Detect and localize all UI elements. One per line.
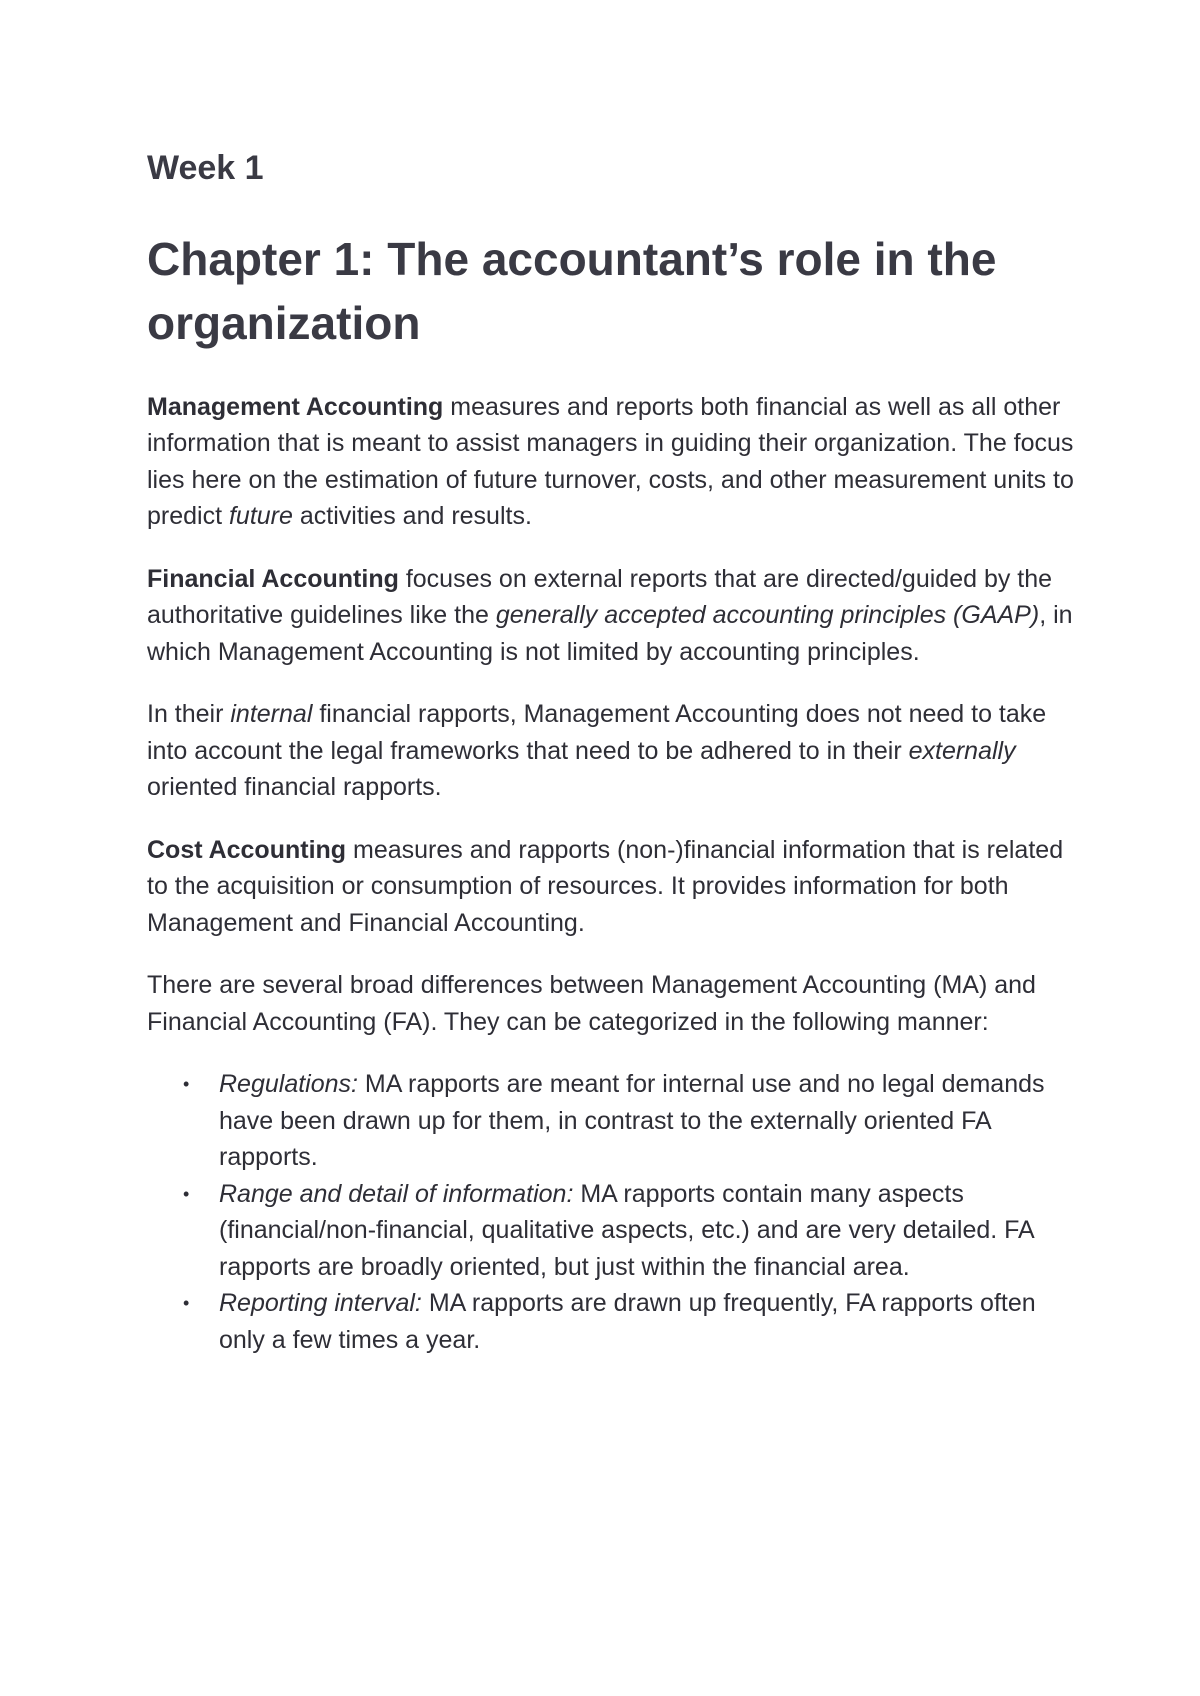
paragraph-text: activities and results. <box>292 502 532 531</box>
paragraph-text: In their <box>147 700 231 729</box>
list-item-text: MA rapports are drawn up frequently, FA rapports often only a few times a year. <box>219 1289 1036 1354</box>
differences-list <box>147 1066 1077 1358</box>
paragraph-text: measures and reports both financial as well as all other information that is meant to assist managers in guiding their organization. The focus lies here on the estimation of future turnover, costs, and other measurement units to predict <box>147 392 1074 531</box>
list-item-text: MA rapports are meant for internal use and no legal demands have been drawn up for them, in contrast to the externally oriented FA rapports. <box>219 1070 1045 1172</box>
list-item-reporting-interval <box>147 1285 1077 1358</box>
emphasis-text: internal <box>230 700 313 729</box>
emphasis-text: future <box>228 502 293 531</box>
bullet-icon: • <box>183 1074 190 1095</box>
paragraph-internal-rapports <box>147 696 1077 806</box>
paragraph-text: , in which Management Accounting is not limited by accounting principles. <box>147 601 1073 666</box>
list-item-text: MA rapports contain many aspects (financial/non-financial, qualitative aspects, etc.) and are very detailed. FA rapports are broadly oriented, but just within the financial area. <box>219 1179 1034 1281</box>
paragraph-text: oriented financial rapports. <box>147 773 442 802</box>
emphasis-text: generally accepted accounting principles (GAAP) <box>495 601 1040 630</box>
list-item-label: Range and detail of information: <box>219 1179 574 1208</box>
paragraph-text: financial rapports, Management Accounting does not need to take into account the legal frameworks that need to be adhered to in their <box>147 700 1047 765</box>
paragraph-financial-accounting <box>147 561 1077 671</box>
emphasis-text: externally <box>908 736 1016 765</box>
bullet-icon: • <box>183 1293 190 1314</box>
term-financial-accounting: Financial Accounting <box>147 564 399 593</box>
chapter-heading: Chapter 1: The accountant’s role in the organization <box>147 232 997 349</box>
paragraph-text: There are several broad differences between Management Accounting (MA) and Financial Accounting (FA). They can be categorized in the following manner: <box>147 971 1036 1036</box>
term-cost-accounting: Cost Accounting <box>147 835 347 864</box>
list-item-regulations <box>147 1066 1077 1176</box>
paragraph-cost-accounting <box>147 832 1077 942</box>
paragraph-differences <box>147 967 1077 1040</box>
document-page <box>147 148 1077 1358</box>
paragraph-text: measures and rapports (non-)financial information that is related to the acquisition or consumption of resources. It provides information for both Management and Financial Accounting. <box>147 835 1064 937</box>
paragraph-management-accounting <box>147 389 1077 535</box>
week-heading: Week 1 <box>147 149 264 187</box>
list-item-label: Regulations: <box>219 1070 358 1099</box>
list-item-label: Reporting interval: <box>219 1289 422 1318</box>
paragraph-text: focuses on external reports that are directed/guided by the authoritative guidelines like the <box>147 564 1053 630</box>
term-management-accounting: Management Accounting <box>147 392 444 421</box>
bullet-icon: • <box>183 1183 190 1204</box>
list-item-range-detail <box>147 1176 1077 1286</box>
